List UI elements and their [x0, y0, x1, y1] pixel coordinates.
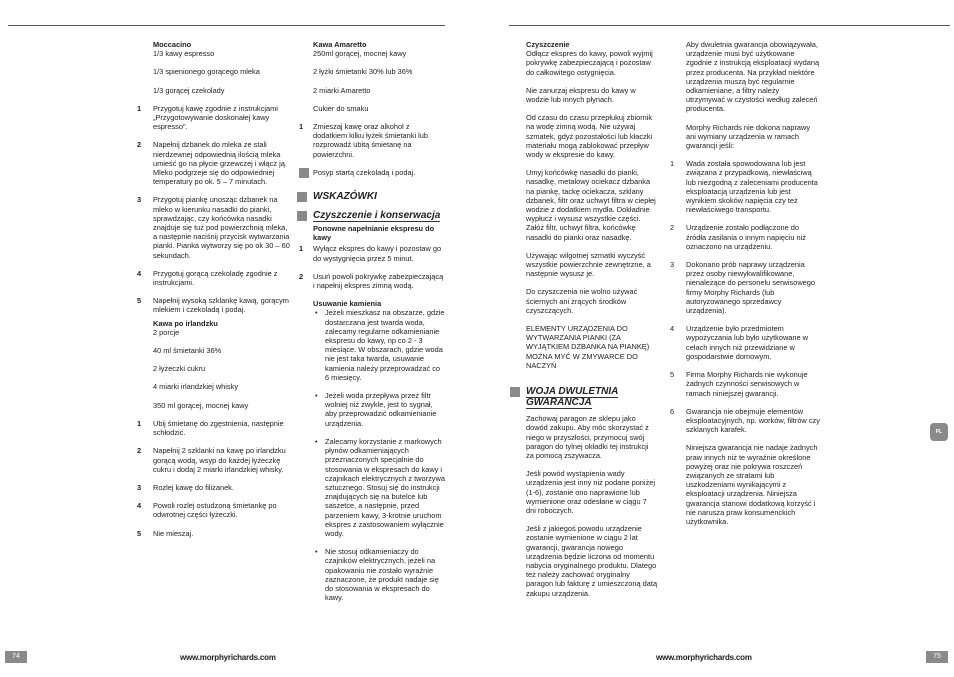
- irish-coffee-title: Kawa po irlandzku: [153, 318, 218, 328]
- amaretto-ingredient: 2 łyżki śmietanki 30% lub 36%: [313, 67, 413, 77]
- warranty-exclusion: 1 Wada została spowodowana lub jest związana z przypadkową, niewłaściwą lub niezgodną z zaleceniami producenta eksploatacją urządzenia lub jest wynikiem skoków napięcia czy też niewłaściwego transportu.: [670, 159, 818, 215]
- warranty-exclusions-intro: Morphy Richards nie dokona naprawy ani wymiany urządzenia w ramach gwarancji jeśli:: [686, 122, 811, 151]
- cleaning-heading: Czyszczenie i konserwacja: [297, 210, 445, 221]
- warranty-paragraph: Zachowaj paragon ze sklepu jako dowód zakupu. Aby móc skorzystać z niego w przyszłości, przymocuj swój paragon do tylnej okładki tej instrukcji za pomocą zszywacza.: [526, 414, 649, 460]
- right-page-column-2: [670, 40, 820, 535]
- irish-coffee-step: 2 Napełnij 2 szklanki na kawę po irlandzku gorącą wodą, wsyp do każdej łyżeczkę cukru i dodaj 2 miarki irlandzkiej whisky.: [137, 446, 286, 474]
- warranty-conditions: Aby dwuletnia gwarancja obowiązywała, urządzenie musi być użytkowane zgodnie z instrukcją eksploatacji wydaną przez producenta. Na przykład niektóre urządzenia muszą być regularnie odkamieniane, a filtry należy utrzymywać w czystości według zaleceń producenta.: [686, 40, 820, 114]
- warranty-closing: Niniejsza gwarancja nie nadaje żadnych praw innych niż te wyraźnie określone powyżej oraz nie pokrywa roszczeń związanych ze stratami lub uszkodzeniami wynikającymi z eksploatacji urządzenia. Niniejsza gwarancja stanowi dodatkową korzyść i nie narusza praw konsumenckich użytkownika.: [686, 443, 818, 526]
- right-page-column-1: [526, 40, 658, 607]
- amaretto-step: 1 Zmieszaj kawę oraz alkohol z dodatkiem kilku łyżek śmietanki lub rozprowadź ubitą śmietanę na powierzchni.: [299, 122, 429, 159]
- page-number-right: 75: [926, 651, 948, 663]
- cleaning-paragraph: Używając wilgotnej szmatki wyczyść wszystkie powierzchnie zewnętrzne, a następnie wysusz je.: [526, 250, 651, 279]
- descaling-bullet: • Zalecamy korzystanie z markowych płynów odkamieniających przeznaczonych specjalnie do stosowania w ekspresach do kawy i czajnikach elektrycznych z tworzywa sztucznego. Stosuj się do instrukcji znajdujących się na butelce lub saszetce, a następnie, przed parzeniem kawy, 3-krotnie uruchom ekspres z zastosowaniem wyłącznie wody.: [315, 436, 445, 538]
- moccacino-title: Moccacino: [153, 40, 192, 49]
- irish-coffee-step: 1 Ubij śmietanę do zgęstnienia, następnie schłodzić.: [137, 418, 284, 438]
- irish-coffee-ingredient: 40 ml śmietanki 36%: [153, 346, 222, 356]
- irish-coffee-ingredient: 350 ml gorącej, mocnej kawy: [153, 400, 249, 410]
- irish-coffee-ingredient: 2 łyżeczki cukru: [153, 364, 206, 374]
- moccacino-ingredient: 1/3 spienionego gorącego mleka: [153, 67, 260, 77]
- irish-coffee-step: 4 Powoli rozlej ostudzoną śmietankę po odwrotnej części łyżeczki.: [137, 501, 277, 520]
- cleaning-paragraph: Nie zanurzaj ekspresu do kawy w wodzie lub innych płynach.: [526, 85, 636, 105]
- left-page-column-2: [299, 40, 445, 611]
- warranty-exclusion: 4 Urządzenie było przedmiotem wypożyczania lub było użytkowane w celach innych niż przewidziane w gospodarstwie domowym.: [670, 324, 809, 361]
- warranty-heading: WOJA DWULETNIA GWARANCJA: [510, 386, 658, 408]
- language-tab: PL: [930, 423, 948, 441]
- irish-coffee-step: 3 Rozlej kawę do filiżanek.: [137, 482, 234, 492]
- descaling-title: Usuwanie kamienia: [313, 299, 382, 309]
- warranty-exclusion: 3 Dokonano prób naprawy urządzenia przez osoby niewykwalifikowane, nienależące do personelu serwisowego firmy Morphy Richards (lub autoryzowanego sprzedawcy urządzenia).: [670, 260, 816, 316]
- warranty-exclusion: 6 Gwarancja nie obejmuje elementów eksploatacyjnych, np. worków, filtrów czy szklanych karafek.: [670, 406, 820, 435]
- moccacino-ingredient: 1/3 kawy espresso: [153, 49, 215, 59]
- moccacino-step: 2 Napełnij dzbanek do mleka ze stali nierdzewnej odpowiednią ilością mleka umieść go na płycie grzewczej i włącz ją. Mleko podgrzeje się do odpowiedniej temperatury po ok. 5 – 7 minutach.: [137, 140, 287, 187]
- amaretto-ingredient: Cukier do smaku: [313, 103, 369, 113]
- refill-title: Ponowne napełnianie ekspresu do kawy: [313, 224, 435, 243]
- top-rule-left: [8, 25, 445, 26]
- dishwasher-notice: ELEMENTY URZĄDZENIA DO WYTWARZANIA PIANKI (ZA WYJĄTKIEM DZBANKA NA PIANKĘ) MOŻNA MYĆ W ZMYWARCE DO NACZYŃ: [526, 324, 650, 370]
- moccacino-step: 5 Napełnij wysoką szklankę kawą, gorącym mlekiem i czekoladą i podaj.: [137, 296, 289, 315]
- amaretto-step: 2 Posyp startą czekoladą i podaj.: [299, 167, 416, 177]
- cleaning-title: Czyszczenie: [526, 40, 570, 49]
- cleaning-paragraph: Umyj końcówkę nasadki do pianki, nasadkę, metalowy ociekacz dzbanka na piankę, tackę ociekacza, szklany dzbanek, filtr oraz uchwyt filtra w ciepłej wodzie z dodatkiem mydła. Dokładnie wypłucz i wysusz wszystkie części. Załóż filtr, uchwyt filtra, końcówkę nasadki do pianki oraz nasadkę.: [526, 168, 656, 242]
- descaling-bullet: • Jeżeli woda przepływa przez filtr wolniej niż zwykle, jest to sygnał, aby przeprowadzić odkamienianie urządzenia.: [315, 391, 437, 428]
- descaling-bullet: • Nie stosuj odkamieniaczy do czajników elektrycznych, jeżeli na opakowaniu nie zostało wyraźnie zaznaczone, że produkt nadaje się do stosowania w ekspresach do kawy.: [315, 547, 439, 603]
- descaling-bullet: • Jeżeli mieszkasz na obszarze, gdzie dostarczana jest twarda woda, zalecamy regularne odkamienianie ekspresu do kawy, np co 2 - 3 miesiące. W obszarach, gdzie woda nie jest taka twarda, usuwanie kamienia należy przeprowadzać co 6 miesięcy.: [315, 308, 445, 382]
- moccacino-ingredient: 1/3 gorącej czekolady: [153, 85, 225, 95]
- irish-coffee-step: 5 Nie mieszaj.: [137, 528, 194, 538]
- section-marker: [510, 387, 520, 397]
- footer-url-right: www.morphyrichards.com: [656, 653, 752, 662]
- amaretto-title: Kawa Amaretto: [313, 40, 367, 49]
- refill-step: 1 Wyłącz ekspres do kawy i pozostaw go do wystygnięcia przez 5 minut.: [299, 244, 442, 263]
- tips-heading: WSKAZÓWKI: [297, 191, 445, 202]
- moccacino-step: 4 Przygotuj gorącą czekoladę zgodnie z instrukcjami.: [137, 268, 278, 288]
- irish-coffee-portions: 2 porcje: [153, 327, 180, 337]
- irish-coffee-ingredient: 4 miarki irlandzkiej whisky: [153, 382, 239, 392]
- moccacino-step: 1 Przygotuj kawę zgodnie z instrukcjami „Przygotowywanie doskonałej kawy espresso".: [137, 103, 278, 132]
- cleaning-paragraph: Do czyszczenia nie wolno używać ściernych ani żrących środków czyszczących.: [526, 287, 638, 315]
- moccacino-step: 3 Przygotuj piankę unosząc dzbanek na mleko w kierunku nasadki do pianki, sprawdzając, czy końcówka nasadki znajduje się tuż pod powierzchnią mleka, a następnie naciśnij przycisk wytwarzania pianki. Pianka wytworzy się po ok 30 – 60 sekundach.: [137, 195, 290, 260]
- cleaning-paragraph: Odłącz ekspres do kawy, powoli wyjmij pokrywkę zabezpieczającą i pozostaw do całkowitego ostygnięcia.: [526, 49, 653, 77]
- footer-url-left: www.morphyrichards.com: [180, 653, 276, 662]
- refill-step: 2 Usuń powoli pokrywkę zabezpieczającą i napełnij ekspres zimną wodą.: [299, 271, 444, 291]
- section-marker: [297, 211, 307, 221]
- top-rule-right: [509, 25, 950, 26]
- warranty-paragraph: Jeśli powód wystąpienia wady urządzenia jest inny niż podane poniżej (1-6), zostanie ono naprawione lub wymienione oraz odesłane w ciągu 7 dni roboczych.: [526, 469, 656, 515]
- amaretto-ingredient: 250ml gorącej, mocnej kawy: [313, 49, 407, 59]
- cleaning-paragraph: Od czasu do czasu przepłukuj zbiornik na wodę zimną wodą. Nie używaj szmatek, gdyż pozostałości lub kłaczki materiału mogą zablokować przepływ wody w ekspresie do kawy.: [526, 113, 653, 160]
- warranty-exclusion: 2 Urządzenie zostało podłączone do źródła zasilania o innym napięciu niż oznaczono na urządzeniu.: [670, 223, 806, 251]
- left-page-column-1: [137, 40, 293, 547]
- amaretto-ingredient: 2 miarki Amaretto: [313, 85, 371, 95]
- warranty-exclusion: 5 Firma Morphy Richards nie wykonuje żadnych czynności serwisowych w ramach niniejszej gwarancji.: [670, 370, 808, 398]
- page-number-left: 74: [5, 651, 27, 663]
- warranty-paragraph: Jeśli z jakiegoś powodu urządzenie zostanie wymienione w ciągu 2 lat gwarancji, gwarancja nowego urządzenia będzie liczona od momentu nabycia oryginalnego produktu. Dlatego też należy zachować oryginalny paragon lub fakturę z umieszczoną datą zakupu urządzenia.: [526, 524, 658, 598]
- section-marker: [297, 192, 307, 202]
